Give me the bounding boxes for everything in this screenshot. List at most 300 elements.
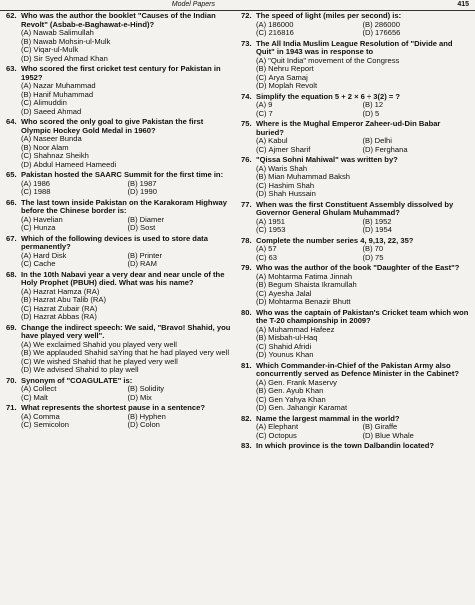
- question-stem: [6, 118, 234, 135]
- answer-option: [21, 108, 234, 117]
- option-text: 216816: [268, 28, 294, 37]
- option-text: Mian Muhammad Baksh: [268, 172, 351, 181]
- option-letter: (C): [256, 144, 267, 154]
- option-letter: (B): [21, 142, 32, 152]
- option-letter: (A): [21, 384, 32, 393]
- right-column: [241, 12, 469, 453]
- option-text: Hazrat Hamza (RA): [33, 286, 100, 296]
- question-stem: [6, 12, 234, 29]
- question-item: [241, 12, 469, 38]
- question-text: "Qissa Sohni Mahiwal" was written by?: [256, 155, 398, 164]
- option-letter: (D): [256, 297, 267, 306]
- option-letter: (C): [256, 394, 267, 404]
- question-item: [6, 271, 234, 322]
- option-text: 1954: [375, 225, 392, 234]
- option-text: Malt: [33, 392, 48, 402]
- option-letter: (B): [362, 244, 373, 253]
- question-number: 74.: [241, 91, 252, 101]
- option-letter: (C): [256, 72, 267, 82]
- option-text: Delhi: [374, 136, 392, 145]
- option-letter: (B): [256, 280, 267, 289]
- option-text: Nehru Report: [268, 64, 314, 73]
- option-letter: (B): [21, 348, 32, 357]
- question-text: Who was the author of the book "Daughter of the East"?: [256, 263, 460, 272]
- question-text: The All India Muslim League Resolution of "Divide and Quit" in 1943 was in response to: [256, 38, 453, 56]
- option-list: [241, 21, 469, 38]
- answer-option: [21, 161, 234, 170]
- question-number: 83.: [241, 441, 252, 450]
- question-number: 66.: [6, 197, 17, 207]
- option-text: Mohtarma Benazir Bhutt: [268, 297, 351, 306]
- option-text: 1987: [139, 178, 157, 188]
- question-stem: [6, 199, 234, 216]
- option-letter: (A): [256, 136, 267, 145]
- option-letter: (B): [127, 250, 138, 260]
- option-text: Octopus: [268, 430, 297, 440]
- option-letter: (D): [21, 159, 32, 169]
- option-text: Semicolon: [33, 420, 70, 429]
- option-text: Collect: [33, 384, 57, 393]
- option-text: Mix: [140, 392, 152, 402]
- question-text: When was the first Constituent Assembly dissolved by Governor General Ghulam Muhammad?: [256, 199, 454, 217]
- option-letter: (D): [362, 430, 374, 440]
- question-text: Pakistan hosted the SAARC Summit for the first time in:: [21, 170, 224, 179]
- option-text: We applauded Shahid saYing that he had played very well: [33, 348, 230, 357]
- option-letter: (C): [256, 430, 267, 440]
- option-letter: (D): [362, 252, 374, 262]
- option-list: [241, 273, 469, 307]
- option-letter: (A): [256, 55, 267, 65]
- question-number: 81.: [241, 360, 252, 370]
- option-letter: (A): [256, 324, 267, 334]
- option-text: Nazar Muhammad: [33, 81, 96, 90]
- option-letter: (D): [21, 365, 32, 374]
- option-letter: (B): [256, 64, 267, 73]
- option-letter: (B): [362, 216, 373, 226]
- option-letter: (B): [362, 100, 373, 109]
- option-text: "Quit India" movement of the Congress: [268, 55, 400, 65]
- option-text: Gen. Jahangir Karamat: [268, 403, 348, 412]
- option-letter: (A): [21, 286, 32, 296]
- option-list: [6, 252, 234, 269]
- answer-option: [21, 366, 234, 375]
- question-number: 69.: [6, 322, 17, 332]
- option-list: [241, 218, 469, 235]
- option-letter: (C): [21, 356, 32, 366]
- option-text: Hanif Muhammad: [33, 89, 94, 99]
- option-letter: (C): [256, 341, 267, 351]
- option-letter: (D): [256, 81, 267, 90]
- option-letter: (A): [256, 422, 267, 431]
- question-item: [6, 235, 234, 269]
- option-letter: (D): [362, 28, 374, 37]
- answer-option: [256, 29, 363, 38]
- question-number: 62.: [6, 11, 17, 20]
- answer-option: [21, 421, 128, 430]
- answer-option: [256, 226, 363, 235]
- answer-option: [256, 190, 469, 199]
- question-item: [6, 118, 234, 169]
- question-number: 79.: [241, 263, 252, 272]
- option-text: Ferghana: [375, 144, 408, 154]
- answer-option: [21, 55, 234, 64]
- question-stem: [6, 65, 234, 82]
- option-letter: (C): [256, 180, 267, 190]
- option-list: [241, 165, 469, 199]
- option-text: Gen Yahya Khan: [268, 394, 326, 404]
- option-list: [6, 341, 234, 375]
- question-number: 77.: [241, 199, 252, 209]
- question-item: [241, 120, 469, 154]
- question-text: Who was the captain of Pakistan's Cricket team which won the T-20 championship in 2009?: [256, 307, 469, 325]
- option-list: [241, 423, 469, 440]
- option-text: Nawab Mohsin-ul-Mulk: [33, 36, 111, 46]
- option-letter: (A): [21, 178, 32, 188]
- question-number: 76.: [241, 155, 252, 164]
- answer-option: [128, 188, 235, 197]
- question-stem: [6, 324, 234, 341]
- option-text: Diamer: [139, 214, 165, 224]
- answer-option: [128, 394, 235, 403]
- option-letter: (A): [256, 163, 267, 173]
- option-letter: (D): [256, 350, 267, 359]
- option-letter: (B): [127, 384, 138, 393]
- option-letter: (C): [21, 303, 32, 313]
- question-number: 75.: [241, 119, 252, 128]
- question-text: Name the largest mammal in the world?: [256, 413, 400, 423]
- question-number: 72.: [241, 11, 252, 20]
- question-stem: [241, 40, 469, 57]
- option-text: Hazrat Abbas (RA): [33, 312, 97, 321]
- option-list: [241, 137, 469, 154]
- answer-option: [21, 260, 128, 269]
- answer-option: [363, 110, 470, 119]
- question-item: [241, 309, 469, 360]
- option-text: Hazrat Abu Talib (RA): [33, 295, 106, 304]
- question-text: What represents the shortest pause in a sentence?: [21, 403, 205, 412]
- answer-option: [256, 146, 363, 155]
- question-item: [241, 415, 469, 441]
- option-letter: (A): [21, 339, 32, 349]
- option-letter: (D): [21, 312, 32, 321]
- option-letter: (C): [256, 28, 267, 37]
- option-text: Muhammad Hafeez: [268, 324, 335, 334]
- option-list: [6, 82, 234, 116]
- option-text: Misbah-ul-Haq: [268, 333, 318, 342]
- option-text: Colon: [140, 420, 160, 429]
- question-number: 73.: [241, 38, 252, 48]
- option-text: Hunza: [33, 223, 56, 232]
- option-letter: (A): [21, 411, 32, 421]
- option-letter: (A): [256, 377, 267, 387]
- option-text: Ayesha Jalal: [268, 288, 312, 298]
- option-letter: (C): [21, 223, 32, 232]
- question-stem: [241, 309, 469, 326]
- option-list: [6, 29, 234, 63]
- option-letter: (B): [127, 178, 138, 188]
- option-letter: (B): [256, 386, 267, 395]
- option-letter: (B): [362, 19, 373, 29]
- question-text: Who was the author the booklet "Causes of the Indian Revolt" (Asbab-e-Baghawat-e-Hind)?: [21, 11, 216, 29]
- option-text: 12: [374, 100, 384, 109]
- question-text: Change the indirect speech: We said, "Bravo! Shahid, you have played very well".: [21, 322, 231, 340]
- option-text: 1953: [268, 225, 286, 234]
- option-letter: (C): [21, 151, 32, 160]
- question-item: [6, 324, 234, 375]
- option-text: 286000: [374, 19, 400, 29]
- option-letter: (B): [127, 411, 138, 421]
- option-letter: (B): [21, 295, 32, 304]
- option-letter: (A): [256, 216, 267, 226]
- option-text: Sir Syed Ahmad Khan: [33, 53, 108, 63]
- question-text: The last town inside Pakistan on the Karakoram Highway before the Chinese border is:: [21, 197, 227, 215]
- answer-option: [256, 110, 363, 119]
- answer-option: [363, 29, 470, 38]
- option-letter: (D): [127, 259, 139, 268]
- question-text: Who scored the only goal to give Pakistan the first Olympic Hockey Gold Medal in 1960?: [21, 117, 204, 135]
- option-text: Blue Whale: [375, 430, 414, 440]
- option-letter: (C): [256, 108, 267, 118]
- answer-option: [363, 146, 470, 155]
- option-text: 1952: [374, 216, 392, 226]
- option-letter: (A): [21, 250, 32, 260]
- answer-option: [21, 394, 128, 403]
- option-text: Hashim Shah: [268, 180, 315, 190]
- question-item: [6, 377, 234, 403]
- question-text: Simplify the equation 5 + 2 × 6 ÷ 3(2) = ?: [256, 91, 401, 101]
- option-text: 1951: [268, 216, 286, 226]
- option-text: Younus Khan: [268, 350, 314, 359]
- question-item: [241, 362, 469, 413]
- answer-option: [256, 298, 469, 307]
- question-item: [6, 199, 234, 233]
- option-text: Arya Samaj: [268, 72, 308, 82]
- option-list: [241, 326, 469, 360]
- option-text: Cache: [33, 259, 56, 268]
- option-text: Naseer Bunda: [33, 134, 82, 143]
- option-text: 186000: [268, 19, 294, 29]
- question-item: [6, 65, 234, 116]
- option-text: Viqar-ul-Mulk: [33, 45, 79, 54]
- option-list: [6, 135, 234, 169]
- option-text: Elephant: [268, 422, 299, 431]
- answer-option: [21, 224, 128, 233]
- option-letter: (C): [21, 259, 32, 268]
- question-text: In the 10th Nabavi year a very dear and near uncle of the Holy Prophet (PBUH) died. What was his name?: [21, 269, 225, 287]
- option-text: Moplah Revolt: [268, 81, 318, 90]
- answer-option: [256, 254, 363, 263]
- option-text: Mohtarma Fatima Jinnah: [268, 271, 353, 281]
- option-text: 75: [375, 252, 384, 262]
- option-list: [241, 101, 469, 118]
- option-list: [6, 413, 234, 430]
- option-letter: (A): [256, 100, 267, 109]
- option-text: 57: [268, 244, 277, 253]
- option-text: Nawab Salimullah: [33, 28, 94, 37]
- option-letter: (C): [256, 288, 267, 298]
- answer-option: [256, 404, 469, 413]
- option-letter: (D): [21, 53, 32, 63]
- option-letter: (A): [21, 81, 32, 90]
- option-letter: (B): [21, 89, 32, 99]
- option-text: 1986: [33, 178, 51, 188]
- question-item: [6, 12, 234, 63]
- option-list: [6, 385, 234, 402]
- question-text: Which Commander-in-Chief of the Pakistan Army also concurrently served as Defence Minister in the Cabinet?: [256, 360, 459, 378]
- question-text: Which of the following devices is used to store data permanently?: [21, 233, 208, 251]
- page-header: [0, 0, 475, 11]
- answer-option: [256, 351, 469, 360]
- option-text: 9: [268, 100, 273, 109]
- option-text: Hazrat Zubair (RA): [33, 303, 98, 313]
- question-number: 65.: [6, 170, 17, 179]
- answer-option: [363, 254, 470, 263]
- answer-option: [21, 188, 128, 197]
- option-letter: (A): [256, 19, 267, 29]
- option-text: Comma: [33, 411, 60, 421]
- question-item: [241, 156, 469, 199]
- option-letter: (B): [127, 214, 138, 224]
- option-text: Alimuddin: [33, 98, 67, 107]
- option-letter: (B): [362, 136, 373, 145]
- question-stem: [241, 362, 469, 379]
- question-text: Synonym of "COAGULATE" is:: [21, 375, 133, 385]
- question-text: Who scored the first cricket test century for Pakistan in 1952?: [21, 64, 221, 82]
- option-letter: (D): [362, 108, 374, 118]
- option-letter: (D): [127, 420, 139, 429]
- option-text: Hyphen: [139, 411, 166, 421]
- question-item: [6, 404, 234, 430]
- option-text: Hard Disk: [33, 250, 67, 260]
- option-letter: (B): [256, 333, 267, 342]
- option-text: Havelian: [33, 214, 63, 224]
- answer-option: [128, 421, 235, 430]
- option-text: Noor Alam: [33, 142, 69, 152]
- option-list: [241, 379, 469, 413]
- option-list: [6, 216, 234, 233]
- header-title: Model Papers: [171, 1, 215, 8]
- question-item: [241, 93, 469, 119]
- left-column: [6, 12, 234, 432]
- answer-option: [363, 226, 470, 235]
- option-text: Printer: [139, 250, 162, 260]
- question-number: 70.: [6, 375, 17, 385]
- option-letter: (D): [127, 187, 139, 196]
- option-text: Kabul: [268, 136, 288, 145]
- question-item: [241, 264, 469, 307]
- option-letter: (C): [256, 252, 267, 262]
- option-letter: (D): [362, 225, 374, 234]
- question-number: 82.: [241, 413, 252, 423]
- question-text: Where is the Mughal Emperor Zaheer-ud-Din Babar buried?: [256, 119, 441, 137]
- option-text: We wished Shahid that he played very well: [33, 356, 178, 366]
- question-text: Complete the number series 4, 9,13, 22, 35?: [256, 235, 414, 245]
- option-text: We exclaimed Shahid you played very well: [33, 339, 177, 349]
- option-text: 70: [374, 244, 384, 253]
- option-text: 1990: [140, 187, 157, 196]
- option-text: We advised Shahid to play well: [33, 365, 139, 374]
- option-text: Gen. Frank Maservy: [268, 377, 337, 387]
- option-letter: (C): [21, 187, 32, 196]
- option-text: 1988: [33, 187, 51, 196]
- option-text: 176656: [375, 28, 401, 37]
- option-text: Abdul Hameed Hameedi: [33, 159, 117, 169]
- option-letter: (C): [21, 98, 32, 107]
- question-item: [241, 237, 469, 263]
- option-letter: (A): [21, 28, 32, 37]
- option-text: Sost: [140, 223, 156, 232]
- question-item: [241, 201, 469, 235]
- option-letter: (C): [21, 45, 32, 54]
- option-list: [6, 180, 234, 197]
- option-letter: (D): [21, 106, 32, 116]
- option-letter: (C): [256, 225, 267, 234]
- option-text: RAM: [140, 259, 157, 268]
- option-text: Gen. Ayub Khan: [268, 386, 324, 395]
- question-stem: [241, 120, 469, 137]
- question-text: In which province is the town Dalbandin located?: [256, 441, 435, 450]
- option-text: Shah Hussain: [268, 189, 316, 198]
- question-number: 64.: [6, 117, 17, 126]
- question-number: 80.: [241, 307, 252, 317]
- option-text: 5: [375, 108, 380, 118]
- question-number: 78.: [241, 235, 252, 245]
- option-text: Shahid Afridi: [268, 341, 312, 351]
- question-text: The speed of light (miles per second) is:: [256, 11, 402, 20]
- option-letter: (B): [362, 422, 373, 431]
- option-list: [6, 288, 234, 322]
- option-text: Giraffe: [374, 422, 398, 431]
- answer-option: [128, 224, 235, 233]
- answer-option: [363, 432, 470, 441]
- question-item: [6, 171, 234, 197]
- question-number: 67.: [6, 233, 17, 243]
- option-text: Waris Shah: [268, 163, 308, 173]
- answer-option: [21, 313, 234, 322]
- question-stem: [241, 442, 469, 451]
- option-list: [241, 245, 469, 262]
- option-letter: (A): [256, 244, 267, 253]
- answer-option: [128, 260, 235, 269]
- option-text: Ajmer Sharif: [268, 144, 311, 154]
- option-text: Begum Shaista Ikramullah: [268, 280, 357, 289]
- answer-option: [256, 432, 363, 441]
- option-letter: (D): [256, 189, 267, 198]
- option-text: 7: [268, 108, 273, 118]
- option-letter: (D): [127, 223, 139, 232]
- option-list: [241, 57, 469, 91]
- answer-option: [256, 82, 469, 91]
- option-text: 63: [268, 252, 277, 262]
- option-letter: (D): [127, 392, 139, 402]
- question-number: 63.: [6, 64, 17, 73]
- question-item: [241, 40, 469, 91]
- question-number: 71.: [6, 403, 17, 412]
- question-stem: [6, 235, 234, 252]
- question-item: [241, 442, 469, 451]
- option-text: Saeed Ahmad: [33, 106, 82, 116]
- option-text: Solidity: [139, 384, 165, 393]
- question-stem: [6, 271, 234, 288]
- option-letter: (D): [362, 144, 374, 154]
- option-letter: (B): [256, 172, 267, 181]
- page-number: 415: [457, 1, 469, 8]
- option-letter: (C): [21, 392, 32, 402]
- option-letter: (C): [21, 420, 32, 429]
- question-stem: [241, 201, 469, 218]
- question-number: 68.: [6, 269, 17, 279]
- option-text: Shahnaz Sheikh: [33, 151, 89, 160]
